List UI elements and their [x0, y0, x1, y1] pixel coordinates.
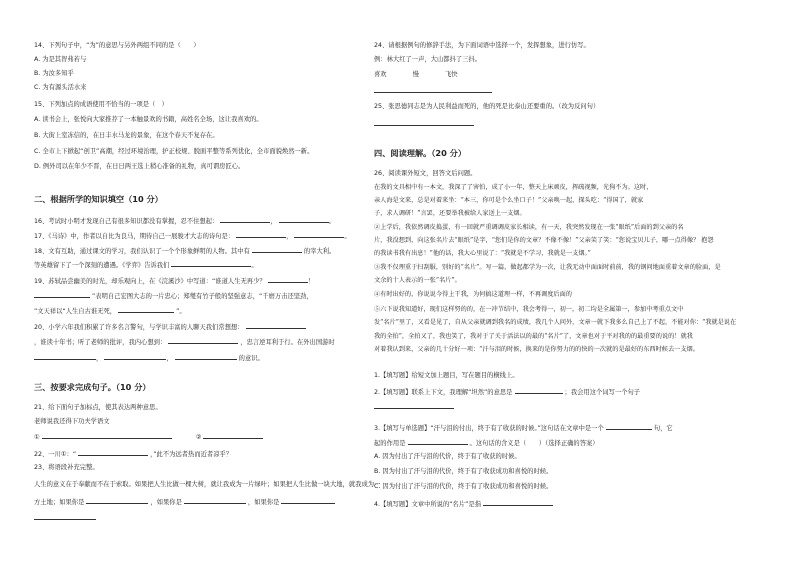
q23-blank-4[interactable] — [34, 513, 96, 520]
right-column — [374, 0, 768, 562]
passage-line: 我的全拍”，全拍又了，我也笑了，我对于了关于活法以的最的“名片”了，文章也对于平对我的的最重要的说的！就我 — [374, 333, 693, 340]
q22-blank[interactable] — [78, 449, 148, 456]
q16-blank-1[interactable] — [220, 216, 270, 223]
q26-text: 26、阅读课外短文，回答文后问题。 — [374, 170, 477, 177]
q15-option-b: B. 大街上室冻信的，在日丰水马龙的景象，在这个春天不复存在。 — [34, 132, 219, 139]
reading-q3-line-2 — [374, 438, 599, 448]
q19-text-c: ”。 — [176, 308, 186, 315]
q19-blank-2[interactable] — [34, 291, 90, 298]
passage-line: ⑤六下说我知道好，现们这样努的的，在一冲节结中，我会考得一，初一，初二均是全属第一，参加中考重点文中 — [374, 306, 684, 313]
q19-line-2 — [34, 291, 313, 301]
reading-q2-text-a: 2.【填写题】联系上下文，我理解“坦然”的意思是 — [374, 389, 513, 396]
q16-line: 16、考试时小明才发现自己有很多知识都没有掌握，忍不住想起： ， 。 — [34, 218, 335, 225]
q21-blank-2[interactable] — [203, 432, 263, 439]
q22-line — [34, 449, 232, 459]
q23-blank-3[interactable] — [281, 497, 335, 504]
q24-word-1: 喜欢 — [374, 71, 387, 78]
reading-q2-answer — [374, 402, 454, 412]
q19-blank-1[interactable] — [268, 276, 308, 283]
section-2-title: 二、根据所学的知识填空（10 分） — [34, 194, 163, 204]
passage-line: 片，我没想到，向这张名片去“眼纸”是字，“您们是你的文章？不像不像！”父亲笑了笑：“您说宝贝儿子，哪一点得像？ 抱怨 — [374, 237, 714, 244]
q18-line-2: 等英雄留下了一个深刻的遭遇。《学弈》告诉我们 。 — [34, 262, 258, 269]
q15-option-a: A. 读书会上，张悦向大家推荐了一本触景欢的书籍，高姓名全场，这让我喜欢的。 — [34, 116, 263, 123]
q20-line-3: ， ， 的意识。 — [34, 353, 264, 363]
q18-tail: 的宰大利。 — [303, 248, 336, 255]
q24-word-2: 慢 — [412, 71, 419, 78]
passage-line: 亲人海是文来，总是对着来坐：“本三，你可是个么坐口子！”父亲唤一起，探头吃：“得国了，就家 — [374, 197, 644, 204]
q18-blank-1[interactable] — [252, 246, 302, 253]
q23-text-c: ，如果你是 — [150, 499, 182, 506]
q25-stem: 25、张思德同志是为人民利益而死的，他的死是比泰山还要重的。（改为反问句） — [374, 103, 600, 110]
q14-stem: 14、下列句子中，“为”的意思与另外两组不同的是（ ） — [34, 42, 200, 49]
left-column — [34, 0, 416, 562]
reading-q3-tail-b: 。这句话的含义是（ ）（选择正确的答案） — [469, 440, 599, 447]
q21-sentence: 老师说我还得下功夫学语文 — [34, 418, 110, 425]
q24-answer — [374, 86, 492, 96]
q18-blank-2[interactable] — [171, 260, 251, 267]
q24-blank[interactable] — [374, 86, 492, 93]
q17-text: 17、《马诗》中，作者以自比为良马，期待自己一展骏才大志的诗句是： — [34, 233, 235, 240]
passage-line: ②上学后，我依然调皮捣蛋，有一回就严重调调皮家长相读，有一天，我突然发现在一张“眼纸”后面的到父亲的名 — [374, 224, 684, 231]
q20-blank-3[interactable] — [34, 353, 96, 360]
q20-text-d: 的意识。 — [238, 355, 264, 362]
q24-stem: 24、请根据例句的修辞手法，为下面词语中选择一个，发挥想象，进行仿写。 — [374, 42, 590, 49]
reading-q2-line — [374, 387, 640, 397]
q23-text-d: ，如果你是 — [247, 499, 280, 506]
reading-q3-tail-a: 句，它 — [653, 425, 673, 432]
passage-line: 的我读书我有出息！”他的话，我大心里说了：“我就是不学习，我就是一支烟。” — [374, 250, 591, 257]
passage-line: 发“名片”里了，又看是见了，自从父亲就调到我名的成绩，我几个人问外，文章一就下我多么自己上了不起，不能对你：“我就是说在 — [374, 319, 737, 326]
q14-option-b: B. 为汝多知乎 — [34, 70, 74, 77]
reading-q3-text-b: 起的作用是 — [374, 440, 406, 447]
q23-line-c — [34, 513, 96, 523]
q20-blank-4[interactable] — [104, 353, 166, 360]
q19-text-c-prefix: ”文天祥以“人生自古谁无死， — [34, 308, 117, 315]
passage-line: 子，求人调研！”言罢，还要举我被给人家送上一支烟。 — [374, 210, 526, 217]
q14-option-c: C. 为有源头活水来 — [34, 84, 87, 91]
q23-para-a: 人生的意义在于奉献而不在于索取。如果把人生比做一棵大树，就让我成为一片绿叶；如果把人生比做一块大地，就我成为一 — [34, 481, 381, 488]
q25-answer — [374, 119, 474, 129]
reading-q3-option-a: A. 因为付出了汗与泪的代价，终于有了收获的时候。 — [374, 453, 521, 460]
q15-option-c: C. 全市上下掀起“创卫”高潮，经过环境治理，护正校规、脱面平整等系列优化，全市面貌焕然一新。 — [34, 148, 314, 155]
passage-line: 文余的十人表示的一张“名片”。 — [374, 277, 461, 284]
q23-text: 23、将语段补充完整。 — [34, 464, 99, 471]
q16-text: 16、考试时小明才发现自己有很多知识都没有掌握，忍不住想起： — [34, 218, 219, 225]
q17-line: 17、《马诗》中，作者以自比为良马，期待自己一展骏才大志的诗句是： ， 。 — [34, 233, 351, 240]
passage-line: ③我不仅理重于扫刮服，别好的“名片”。写一篇，做起都学为一次，让我无动中面面时前前，我的钢问地面重着文章的脸面，是 — [374, 264, 721, 271]
q20-line-1 — [34, 322, 306, 332]
reading-q2-blank-1[interactable] — [515, 387, 563, 394]
q21-marker-2: ② — [195, 434, 202, 441]
q19-text-a: 19、苏轼品尝幽美的时光，却乐观向上，在《浣溪沙》中写道：“谁道人生无再少？ — [34, 278, 266, 285]
reading-q3-option-b: B. 因为付出了汗与泪的代价，终于有了收获成功和喜悦的时候。 — [374, 468, 553, 475]
reading-q3-text-a: 3.【填写与单选题】“汗与泪的付出，终于有了收获的时候。”这句话在文章中是一个 — [374, 425, 604, 432]
q19-line-1: 19、苏轼品尝幽美的时光，却乐观向上，在《浣溪沙》中写道：“谁道人生无再少？ ！ — [34, 278, 314, 285]
reading-q4-blank[interactable] — [483, 499, 553, 506]
q22-text-b: ，”此不为远者热而近者凉乎？ — [150, 451, 233, 458]
q18-line-1 — [34, 246, 335, 256]
q20-text-a: 20、小学六年我们积累了许多名言警句，与学识丰富的人聊天我们常想想： — [34, 324, 244, 331]
q19-text-b: ”表明自己宏图大志的一片忠心；郑燮有竹子般的坚强意志，“千磨万击还坚劲， — [92, 293, 313, 300]
reading-q2-text-b: ；我会用这个词写一个句子 — [564, 389, 641, 396]
q17-blank-1[interactable] — [236, 231, 286, 238]
q19-blank-3[interactable] — [118, 306, 174, 313]
q15-option-d: D. 例外司以在年少不晋，在日日两王选上稍心准备的礼物，真可谓房匠心。 — [34, 163, 245, 170]
q21-text: 21、给下面句子加标点，使其表达两种意思。 — [34, 404, 162, 411]
q24-word-3: 飞快 — [444, 71, 458, 78]
q17-blank-2[interactable] — [294, 231, 344, 238]
q18-text-a: 18、文有互助，通过课文的学习，我们认识了一个个形象鲜明的人物。其中有 — [34, 248, 250, 255]
q20-blank-5[interactable] — [175, 353, 237, 360]
q22-text-a: 22、一川①：“ — [34, 451, 77, 458]
q15-stem: 15、下列加点的成语使用不恰当的一项是（ ） — [34, 101, 168, 108]
q23-blank-2[interactable] — [184, 497, 246, 504]
q20-blank-2[interactable] — [168, 337, 238, 344]
q14-option-a: A. 为是其智弗若与 — [34, 56, 87, 63]
q21-answers — [34, 432, 263, 442]
reading-q1: 1.【填写题】给短文加上题目，写在题目的横线上。 — [374, 372, 519, 379]
q20-blank-1[interactable] — [246, 322, 306, 329]
q16-blank-2[interactable] — [279, 216, 329, 223]
reading-q4-text: 4.【填写题】文章中所说的“名片”是指 — [374, 501, 481, 508]
q24-words — [374, 71, 458, 79]
section-3-title: 三、按要求完成句子。（10 分） — [34, 382, 151, 392]
q20-text-c: ，忠言逆耳利于行。在外出国游时 — [240, 339, 335, 346]
q20-text-b: ，谁读十年书；听了老师的批评，我内心想到： — [34, 339, 167, 346]
q23-text-b: 方土地；如果你是 — [34, 499, 85, 506]
reading-q2-blank-2[interactable] — [374, 402, 454, 409]
q23-blank-1[interactable] — [86, 497, 148, 504]
section-4-title: 四、阅读理解。（20 分） — [374, 148, 467, 158]
q21-blank-1[interactable] — [42, 432, 172, 439]
q19-line-3 — [34, 306, 186, 316]
reading-q3-line-1 — [374, 423, 673, 433]
passage-line: 在我的文具相中有一本文，我深了了害怕，成了小一年，整天上床顽皮，挥疏视频，光狗不为。这时， — [374, 184, 653, 191]
reading-q3-blank-1[interactable] — [606, 423, 652, 430]
q23-line-b — [34, 497, 335, 507]
q21-marker-1: ① — [34, 434, 40, 441]
passage-line: 对着我认到来，父亲的几十分好一项：“汗与泪的时候，换来的是你努力的的快的一次就的是最好的东西时候去一支烟。 — [374, 346, 699, 353]
reading-q3-option-c: C. 因为付出了汗与泪的代价，终于有了收获成功和喜悦的时候。 — [374, 483, 553, 490]
q18-text-b: 等英雄留下了一个深刻的遭遇。《学弈》告诉我们 — [34, 262, 170, 269]
reading-q3-blank-2[interactable] — [408, 438, 468, 445]
passage-line: ④有时出好的，你说说今得上干我，为何搞这道理一样，不再调度后面的 — [374, 291, 572, 298]
reading-q4-line — [374, 499, 553, 509]
q20-line-2 — [34, 337, 335, 347]
q24-example: 例：林大红了一声，大山都抖了三抖。 — [374, 56, 482, 63]
q25-blank[interactable] — [374, 119, 474, 126]
